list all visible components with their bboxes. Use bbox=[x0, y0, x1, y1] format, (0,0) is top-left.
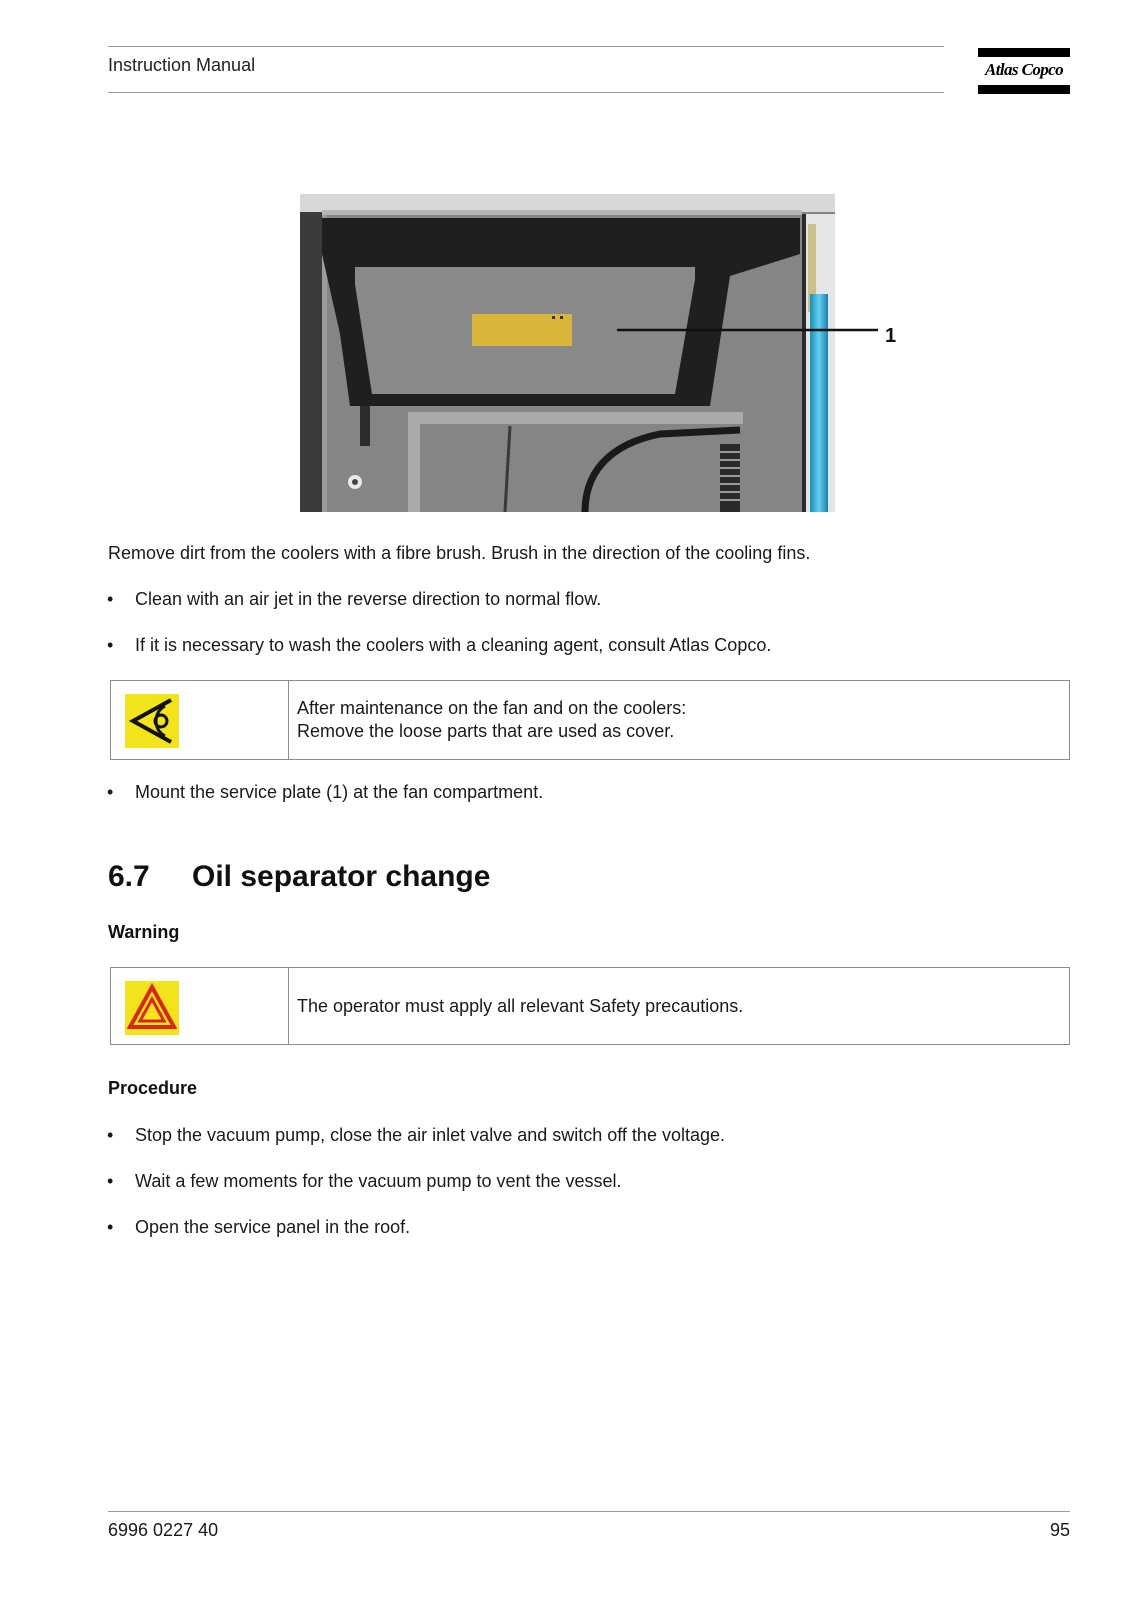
logo-bar-bottom bbox=[978, 85, 1070, 94]
notice-icon-cell bbox=[111, 968, 289, 1044]
brand-logo bbox=[978, 48, 1070, 94]
procedure-heading: Procedure bbox=[108, 1078, 198, 1098]
eye-attention-icon bbox=[125, 694, 179, 748]
notice-box-warning bbox=[110, 967, 1070, 1045]
section-number: 6.7 bbox=[108, 860, 150, 893]
bullet-marker: • bbox=[107, 1171, 114, 1191]
notice-line: After maintenance on the fan and on the coolers: bbox=[297, 698, 687, 718]
fan-compartment-figure bbox=[300, 194, 900, 512]
section-title: Oil separator change bbox=[192, 860, 491, 893]
intro-paragraph: Remove dirt from the coolers with a fibre brush. Brush in the direction of the cooling fins. bbox=[108, 543, 811, 563]
blue-pipe bbox=[810, 294, 828, 512]
bullet-marker: • bbox=[107, 782, 114, 802]
notice-text-cell bbox=[289, 681, 1069, 759]
warning-triangle-icon bbox=[125, 981, 179, 1035]
notice-line: The operator must apply all relevant Safety precautions. bbox=[297, 995, 744, 1016]
notice-icon-cell bbox=[111, 681, 289, 759]
header-rule-bottom bbox=[108, 92, 944, 93]
header-title: Instruction Manual bbox=[108, 55, 256, 75]
list-item: If it is necessary to wash the coolers with a cleaning agent, consult Atlas Copco. bbox=[135, 635, 772, 655]
bullet-marker: • bbox=[107, 589, 114, 609]
bullet-marker: • bbox=[107, 1125, 114, 1145]
bullet-marker: • bbox=[107, 635, 114, 655]
footer-rule bbox=[108, 1511, 1070, 1512]
notice-box-maintenance bbox=[110, 680, 1070, 760]
bullet-marker: • bbox=[107, 1217, 114, 1237]
document-number: 6996 0227 40 bbox=[108, 1520, 219, 1540]
callout-label-1: 1 bbox=[885, 325, 897, 347]
notice-text-cell bbox=[289, 968, 1069, 1044]
notice-line: Remove the loose parts that are used as cover. bbox=[297, 721, 675, 741]
logo-bar-top bbox=[978, 48, 1070, 57]
housing-left-frame bbox=[300, 194, 322, 512]
logo-text: Atlas Copco bbox=[985, 60, 1063, 79]
list-item: Clean with an air jet in the reverse direction to normal flow. bbox=[135, 589, 602, 609]
procedure-step: Open the service panel in the roof. bbox=[135, 1217, 411, 1237]
list-item: Mount the service plate (1) at the fan compartment. bbox=[135, 782, 544, 802]
procedure-step: Stop the vacuum pump, close the air inlet valve and switch off the voltage. bbox=[135, 1125, 726, 1145]
page-number: 95 bbox=[1049, 1520, 1070, 1540]
service-plate-label bbox=[472, 314, 572, 346]
procedure-step: Wait a few moments for the vacuum pump to vent the vessel. bbox=[135, 1171, 622, 1191]
header-rule-top bbox=[108, 46, 944, 47]
section-heading bbox=[108, 860, 490, 894]
warning-heading: Warning bbox=[108, 922, 180, 942]
